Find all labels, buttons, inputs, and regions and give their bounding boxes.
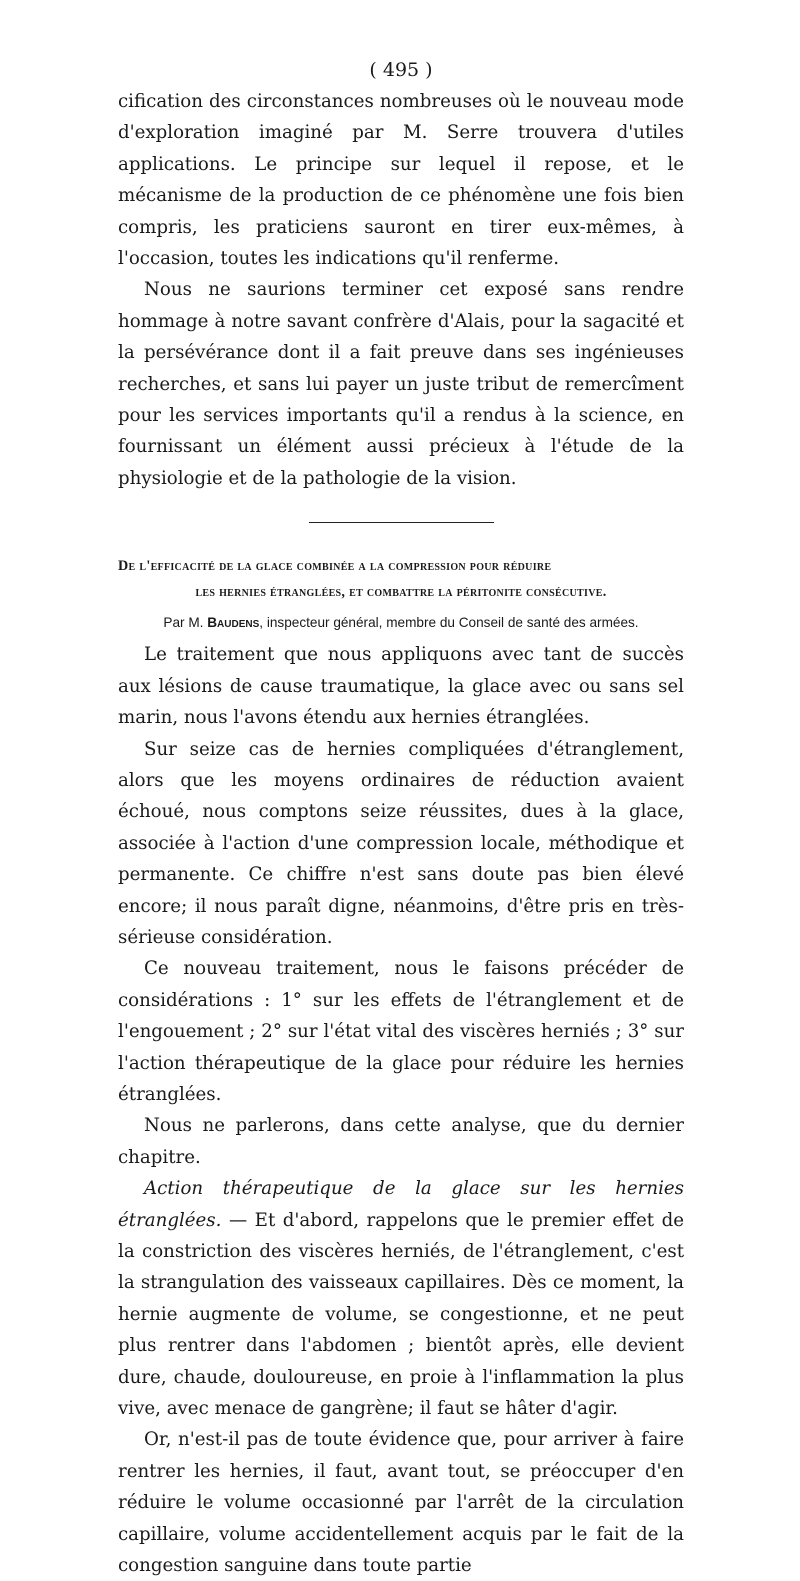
article-paragraph-5: [118, 1173, 684, 1424]
article-paragraph-2: Sur seize cas de hernies compliquées d'étranglement, alors que les moyens ordinaires de réduction avaient échoué, nous comptons seize réussites, dues à la glace, associée à l'action d'une compression locale, méthodique et permanente. Ce chiffre n'est sans doute pas bien élevé encore; il nous paraît digne, néanmoins, d'être pris en très-sérieuse considération.: [118, 738, 684, 948]
byline-author: Baudens: [207, 615, 260, 631]
byline-affiliation: , inspecteur général, membre du Conseil de santé des armées.: [259, 615, 639, 631]
article-paragraph-1: Le traitement que nous appliquons avec tant de succès aux lésions de cause traumatique, la glace avec ou sans sel marin, nous l'avons étendu aux hernies étranglées.: [118, 644, 684, 729]
article-paragraph-3: Ce nouveau traitement, nous le faisons précéder de considérations : 1° sur les effets de l'étranglement et de l'engouement ; 2° sur l'état vital des viscères herniés ; 3° sur l'action thérapeutique de la glace pour réduire les hernies étranglées.: [118, 958, 684, 1105]
section-subheading: Action thérapeutique de la glace sur les hernies étranglées.: [118, 1178, 684, 1231]
article-title-line-2: les hernies étranglées, et combattre la péritonite consécutive.: [195, 584, 607, 601]
article-paragraph-5-text: — Et d'abord, rappelons que le premier effet de la constriction des viscères herniés, de l'étranglement, c'est la strangulation des vaisseaux capillaires. Dès ce moment, la hernie augmente de volume, se congestionne, et ne peut plus rentrer dans l'abdomen ; bientôt après, elle devient dure, chaude, douloureuse, en proie à l'inflammation la plus vive, avec menace de gangrène; il faut se hâter d'agir.: [118, 1209, 684, 1420]
intro-paragraph-1: cification des circonstances nombreuses où le nouveau mode d'exploration imaginé par M. Serre trouvera d'utiles applications. Le principe sur lequel il repose, et le mécanisme de la production de ce phénomène une fois bien compris, les praticiens sauront en tirer eux-mêmes, à l'occasion, toutes les indications qu'il renferme.: [118, 91, 684, 270]
book-page: [118, 58, 684, 1581]
article-paragraph-4: Nous ne parlerons, dans cette analyse, que du dernier chapitre.: [118, 1115, 684, 1168]
article-byline: [118, 611, 684, 635]
article-paragraph-6: Or, n'est-il pas de toute évidence que, pour arriver à faire rentrer les hernies, il faut, avant tout, se préoccuper d'en réduire le volume occasionné par l'arrêt de la circulation capillaire, volume accidentellement acquis par le fait de la congestion sanguine dans toute partie: [118, 1429, 684, 1577]
section-divider: [309, 522, 494, 523]
article-title: [118, 553, 684, 605]
intro-paragraph-2: Nous ne saurions terminer cet exposé sans rendre hommage à notre savant confrère d'Alais, pour la sagacité et la persévérance dont il a fait preuve dans ses ingénieuses recherches, et sans lui payer un juste tribut de remercîment pour les services importants qu'il a rendus à la science, en fournissant un élément aussi précieux à l'étude de la physiologie et de la pathologie de la vision.: [118, 279, 684, 489]
page-number: ( 495 ): [369, 59, 433, 81]
article-title-line-1: De l'efficacité de la glace combinée a la compression pour réduire: [118, 558, 552, 575]
byline-prefix: Par M.: [163, 615, 204, 631]
